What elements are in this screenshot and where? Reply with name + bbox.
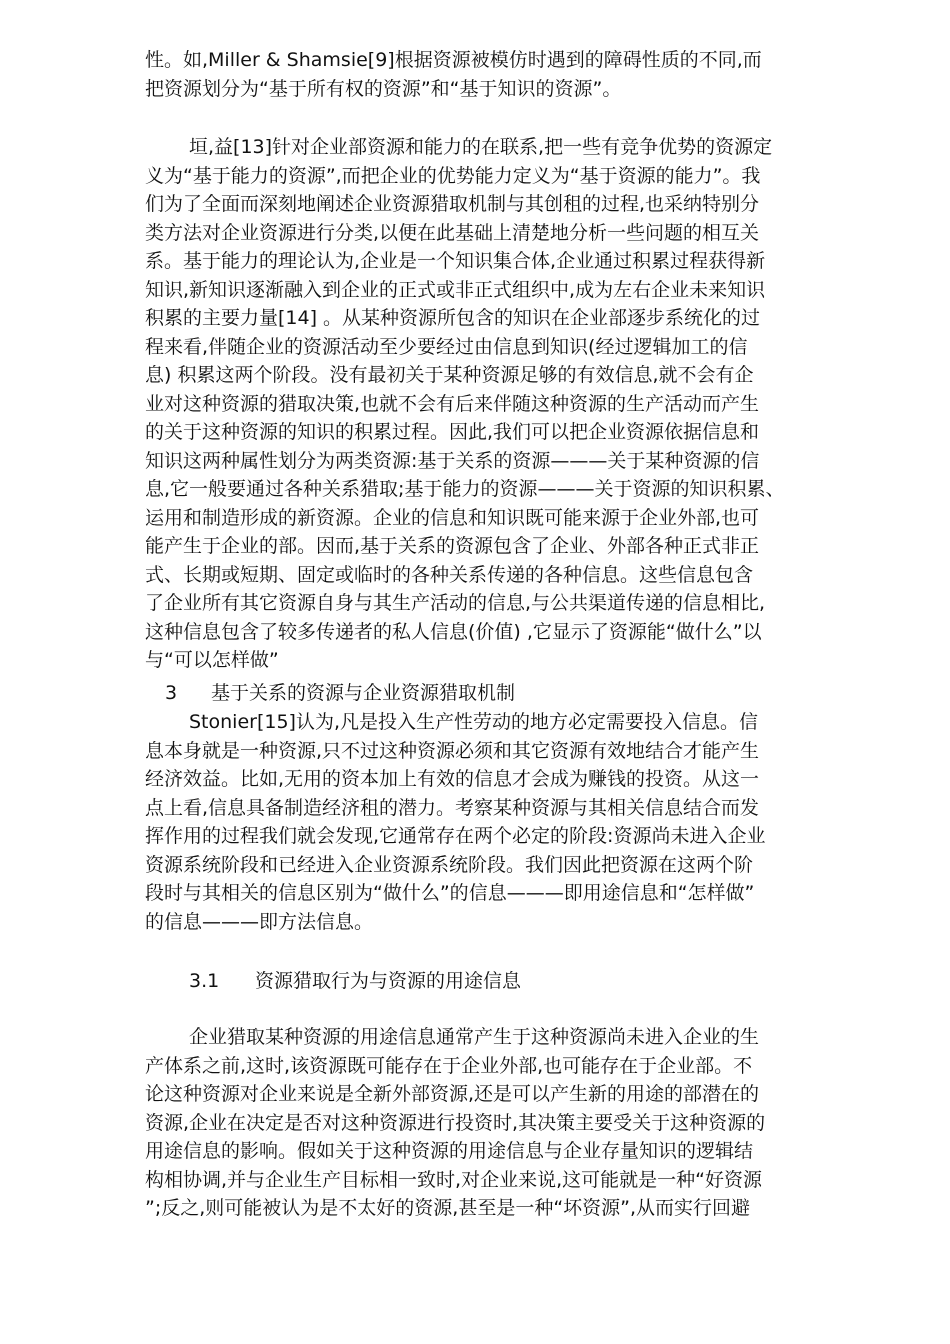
- text-line: 知识这两种属性划分为两类资源:基于关系的资源———关于某种资源的信: [145, 449, 760, 472]
- text-line: 与“可以怎样做”: [145, 649, 279, 671]
- text-line: ”;反之,则可能被认为是不太好的资源,甚至是一种“坏资源”,从而实行回避: [145, 1197, 751, 1219]
- text-line: 点上看,信息具备制造经济租的潜力。考察某种资源与其相关信息结合而发: [145, 796, 760, 819]
- text-line: 们为了全面而深刻地阐述企业资源猎取机制与其创租的过程,也采纳特别分: [145, 193, 760, 215]
- section-3-heading: [165, 679, 515, 707]
- text-line: 资源,企业在决定是否对这种资源进行投资时,其决策主要受关于这种资源的: [145, 1111, 766, 1134]
- intro-continuation-paragraph: [145, 46, 885, 103]
- text-line: 息) 积累这两个阶段。没有最初关于某种资源足够的有效信息,就不会有企: [145, 364, 754, 386]
- text-line: 企业猎取某种资源的用途信息通常产生于这种资源尚未进入企业的生: [189, 1026, 760, 1048]
- text-line: 性。如,Miller & Shamsie[9]根据资源被模仿时遇到的障碍性质的不同,而: [145, 49, 762, 71]
- text-line: 息本身就是一种资源,只不过这种资源必须和其它资源有效地结合才能产生: [145, 739, 760, 762]
- text-line: 知识,新知识逐渐融入到企业的正式或非正式组织中,成为左右企业未来知识: [145, 278, 766, 301]
- text-line: Stonier[15]认为,凡是投入生产性劳动的地方必定需要投入信息。信: [189, 711, 758, 733]
- text-line: 挥作用的过程我们就会发现,它通常存在两个必定的阶段:资源尚未进入企业: [145, 825, 766, 847]
- text-line: 息,它一般要通过各种关系猎取;基于能力的资源———关于资源的知识积累、: [145, 478, 785, 500]
- text-line: 用途信息的影响。假如关于这种资源的用途信息与企业存量知识的逻辑结: [145, 1140, 754, 1162]
- text-line: 资源系统阶段和已经进入企业资源系统阶段。我们因此把资源在这两个阶: [145, 853, 754, 876]
- section-number: 3.1: [189, 970, 220, 992]
- text-line: 经济效益。比如,无用的资本加上有效的信息才会成为赚钱的投资。从这一: [145, 768, 760, 790]
- text-line: 段时与其相关的信息区别为“做什么”的信息———即用途信息和“怎样做”: [145, 882, 755, 904]
- huanyi-paragraph: [145, 133, 885, 675]
- text-line: 的关于这种资源的知识的积累过程。因此,我们可以把企业资源依据信息和: [145, 421, 760, 443]
- text-line: 产体系之前,这时,该资源既可能存在于企业外部,也可能存在于企业部。不: [145, 1054, 753, 1077]
- stonier-paragraph: [145, 708, 885, 936]
- text-line: 这种信息包含了较多传递者的私人信息(价值) ,它显示了资源能“做什么”以: [145, 620, 762, 643]
- text-line: 论这种资源对企业来说是全新外部资源,还是可以产生新的用途的部潜在的: [145, 1083, 760, 1105]
- text-line: 能产生于企业的部。因而,基于关系的资源包含了企业、外部各种正式非正: [145, 535, 760, 557]
- text-line: 系。基于能力的理论认为,企业是一个知识集合体,企业通过积累过程获得新: [145, 250, 766, 272]
- section-number: 3: [165, 682, 178, 704]
- text-line: 垣,益[13]针对企业部资源和能力的在联系,把一些有竞争优势的资源定: [189, 136, 773, 158]
- text-line: 式、长期或短期、固定或临时的各种关系传递的各种信息。这些信息包含: [145, 563, 754, 586]
- text-line: 把资源划分为“基于所有权的资源”和“基于知识的资源”。: [145, 77, 622, 100]
- section-title: 资源猎取行为与资源的用途信息: [255, 970, 522, 992]
- text-line: 积累的主要力量[14] 。从某种资源所包含的知识在企业部逐步系统化的过: [145, 307, 761, 329]
- text-line: 程来看,伴随企业的资源活动至少要经过由信息到知识(经过逻辑加工的信: [145, 335, 748, 358]
- text-line: 义为“基于能力的资源”,而把企业的优势能力定义为“基于资源的能力”。我: [145, 164, 761, 187]
- section-title: 基于关系的资源与企业资源猎取机制: [211, 682, 516, 704]
- text-line: 类方法对企业资源进行分类,以便在此基础上清楚地分析一些问题的相互关: [145, 221, 760, 244]
- text-line: 的信息———即方法信息。: [145, 910, 374, 933]
- text-line: 业对这种资源的猎取决策,也就不会有后来伴随这种资源的生产活动而产生: [145, 392, 760, 415]
- text-line: 了企业所有其它资源自身与其生产活动的信息,与公共渠道传递的信息相比,: [145, 592, 766, 614]
- usage-info-paragraph: [145, 1023, 885, 1223]
- text-line: 构相协调,并与企业生产目标相一致时,对企业来说,这可能就是一种“好资源: [145, 1168, 762, 1191]
- section-3-1-heading: [189, 967, 521, 995]
- text-line: 运用和制造形成的新资源。企业的信息和知识既可能来源于企业外部,也可: [145, 506, 760, 529]
